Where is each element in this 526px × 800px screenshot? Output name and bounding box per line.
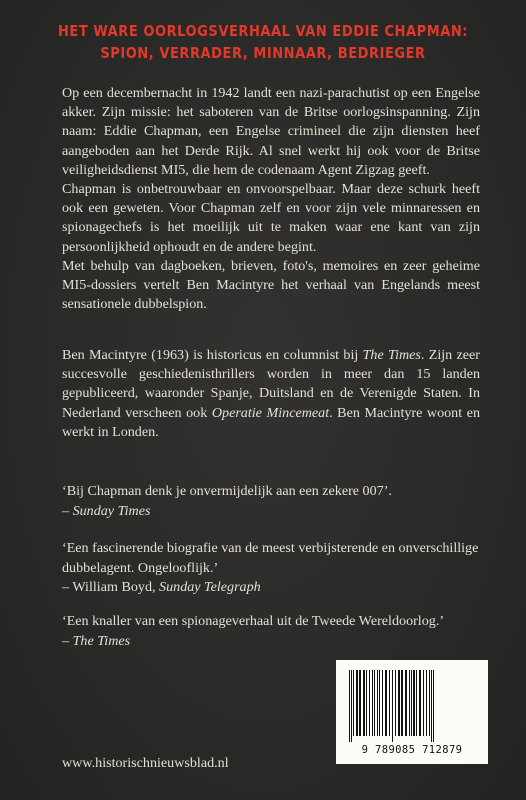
author-bio-paragraph xyxy=(62,346,480,442)
bio-publication-title: The Times xyxy=(362,347,421,363)
barcode xyxy=(336,660,488,764)
barcode-bar xyxy=(433,670,434,742)
barcode-bar xyxy=(374,670,375,736)
barcode-bar xyxy=(431,670,432,742)
barcode-bar xyxy=(356,670,358,736)
barcode-bar xyxy=(351,670,352,742)
review-quote xyxy=(62,539,492,598)
quote-source xyxy=(62,502,492,522)
barcode-bar xyxy=(366,670,367,736)
barcode-bar xyxy=(411,670,412,736)
barcode-bar xyxy=(413,670,415,736)
barcode-bar xyxy=(419,670,421,736)
headline-line-2: SPION, VERRADER, MINNAAR, BEDRIEGER xyxy=(100,44,426,62)
headline-line-1: HET WARE OORLOGSVERHAAL VAN EDDIE CHAPMAN: xyxy=(57,22,469,40)
bio-text: . Ben Macintyre woont en werkt in Londen. xyxy=(62,404,480,440)
barcode-bar xyxy=(409,670,410,736)
bio-text: Ben Macintyre (1963) is historicus en columnist bij xyxy=(62,347,363,363)
quote-text: ‘Een knaller van een spionageverhaal uit de Tweede Wereldoorlog.’ xyxy=(62,613,445,629)
barcode-bar xyxy=(372,670,373,736)
review-quote xyxy=(62,612,492,651)
quote-text: ‘Een fascinerende biografie van de meest verbijsterende en onverschillige dubbelagent. Ongelooflijk.’ xyxy=(62,540,479,576)
barcode-bar xyxy=(392,670,393,742)
barcode-bar xyxy=(363,670,365,736)
barcode-bar xyxy=(416,670,417,736)
barcode-bar xyxy=(377,670,378,736)
barcode-bar xyxy=(353,670,354,736)
barcode-bar xyxy=(369,670,370,736)
quote-source-title: Sunday Telegraph xyxy=(159,579,261,596)
barcode-bar xyxy=(349,670,350,742)
summary-paragraph: Chapman is onbetrouwbaar en onvoorspelbaar. Maar deze schurk heeft ook een geweten. Voor Chapman zelf en voor zijn vele minnaressen en spionagechefs is het moeilijk uit te maken waar ene kant van zijn persoonlijkheid ophoudt en de andere begint. xyxy=(62,181,480,255)
barcode-bar xyxy=(423,670,424,736)
barcode-bar xyxy=(426,670,427,736)
barcode-bar xyxy=(395,670,396,736)
barcode-bar xyxy=(405,670,407,736)
quote-source-title: – Sunday Times xyxy=(62,502,151,519)
bio-text: . Zijn zeer succesvolle geschiedenisthrillers worden in meer dan 15 landen gepubliceerd, waaronder Spanje, Duitsland en de Verenigde Staten. In Nederland verscheen ook xyxy=(62,347,480,421)
bio-book-title: Operatie Mincemeat xyxy=(211,404,330,421)
quote-source xyxy=(62,632,492,652)
quote-source-author: – William Boyd, xyxy=(62,579,160,596)
author-bio xyxy=(62,346,480,442)
summary-text xyxy=(62,84,480,314)
quote-source-title: – The Times xyxy=(62,632,131,649)
summary-paragraph: Met behulp van dagboeken, brieven, foto's, memoires en zeer geheime MI5-dossiers vertelt Ben Macintyre het verhaal van Engelands meest sensationele dubbelspion. xyxy=(62,257,480,313)
website-url: www.historischnieuwsblad.nl xyxy=(62,755,229,771)
barcode-bar xyxy=(389,670,390,736)
barcode-bar xyxy=(359,670,361,736)
barcode-bar xyxy=(382,670,383,736)
barcode-number: 9 789085 712879 xyxy=(361,744,463,756)
barcode-bars xyxy=(347,670,477,742)
quote-source xyxy=(62,578,492,598)
barcode-bar xyxy=(379,670,380,736)
barcode-bar xyxy=(401,670,403,736)
barcode-bar xyxy=(385,670,387,736)
summary-paragraph: Op een decembernacht in 1942 landt een nazi-parachutist op een Engelse akker. Zijn missie: het saboteren van de Britse oorlogsinspanning. Zijn naam: Eddie Chapman, een Engelse crimineel die zijn diensten heef aangeboden aan het Derde Rijk. Al snel werkt hij ook voor de Britse veiligheidsdienst MI5, die hem de codenaam Agent Zigzag geeft. xyxy=(62,85,480,178)
review-quote xyxy=(62,482,492,521)
quote-text: ‘Bij Chapman denk je onvermijdelijk aan een zekere 007’. xyxy=(62,483,392,499)
barcode-bar xyxy=(398,670,400,736)
barcode-bar xyxy=(429,670,430,736)
